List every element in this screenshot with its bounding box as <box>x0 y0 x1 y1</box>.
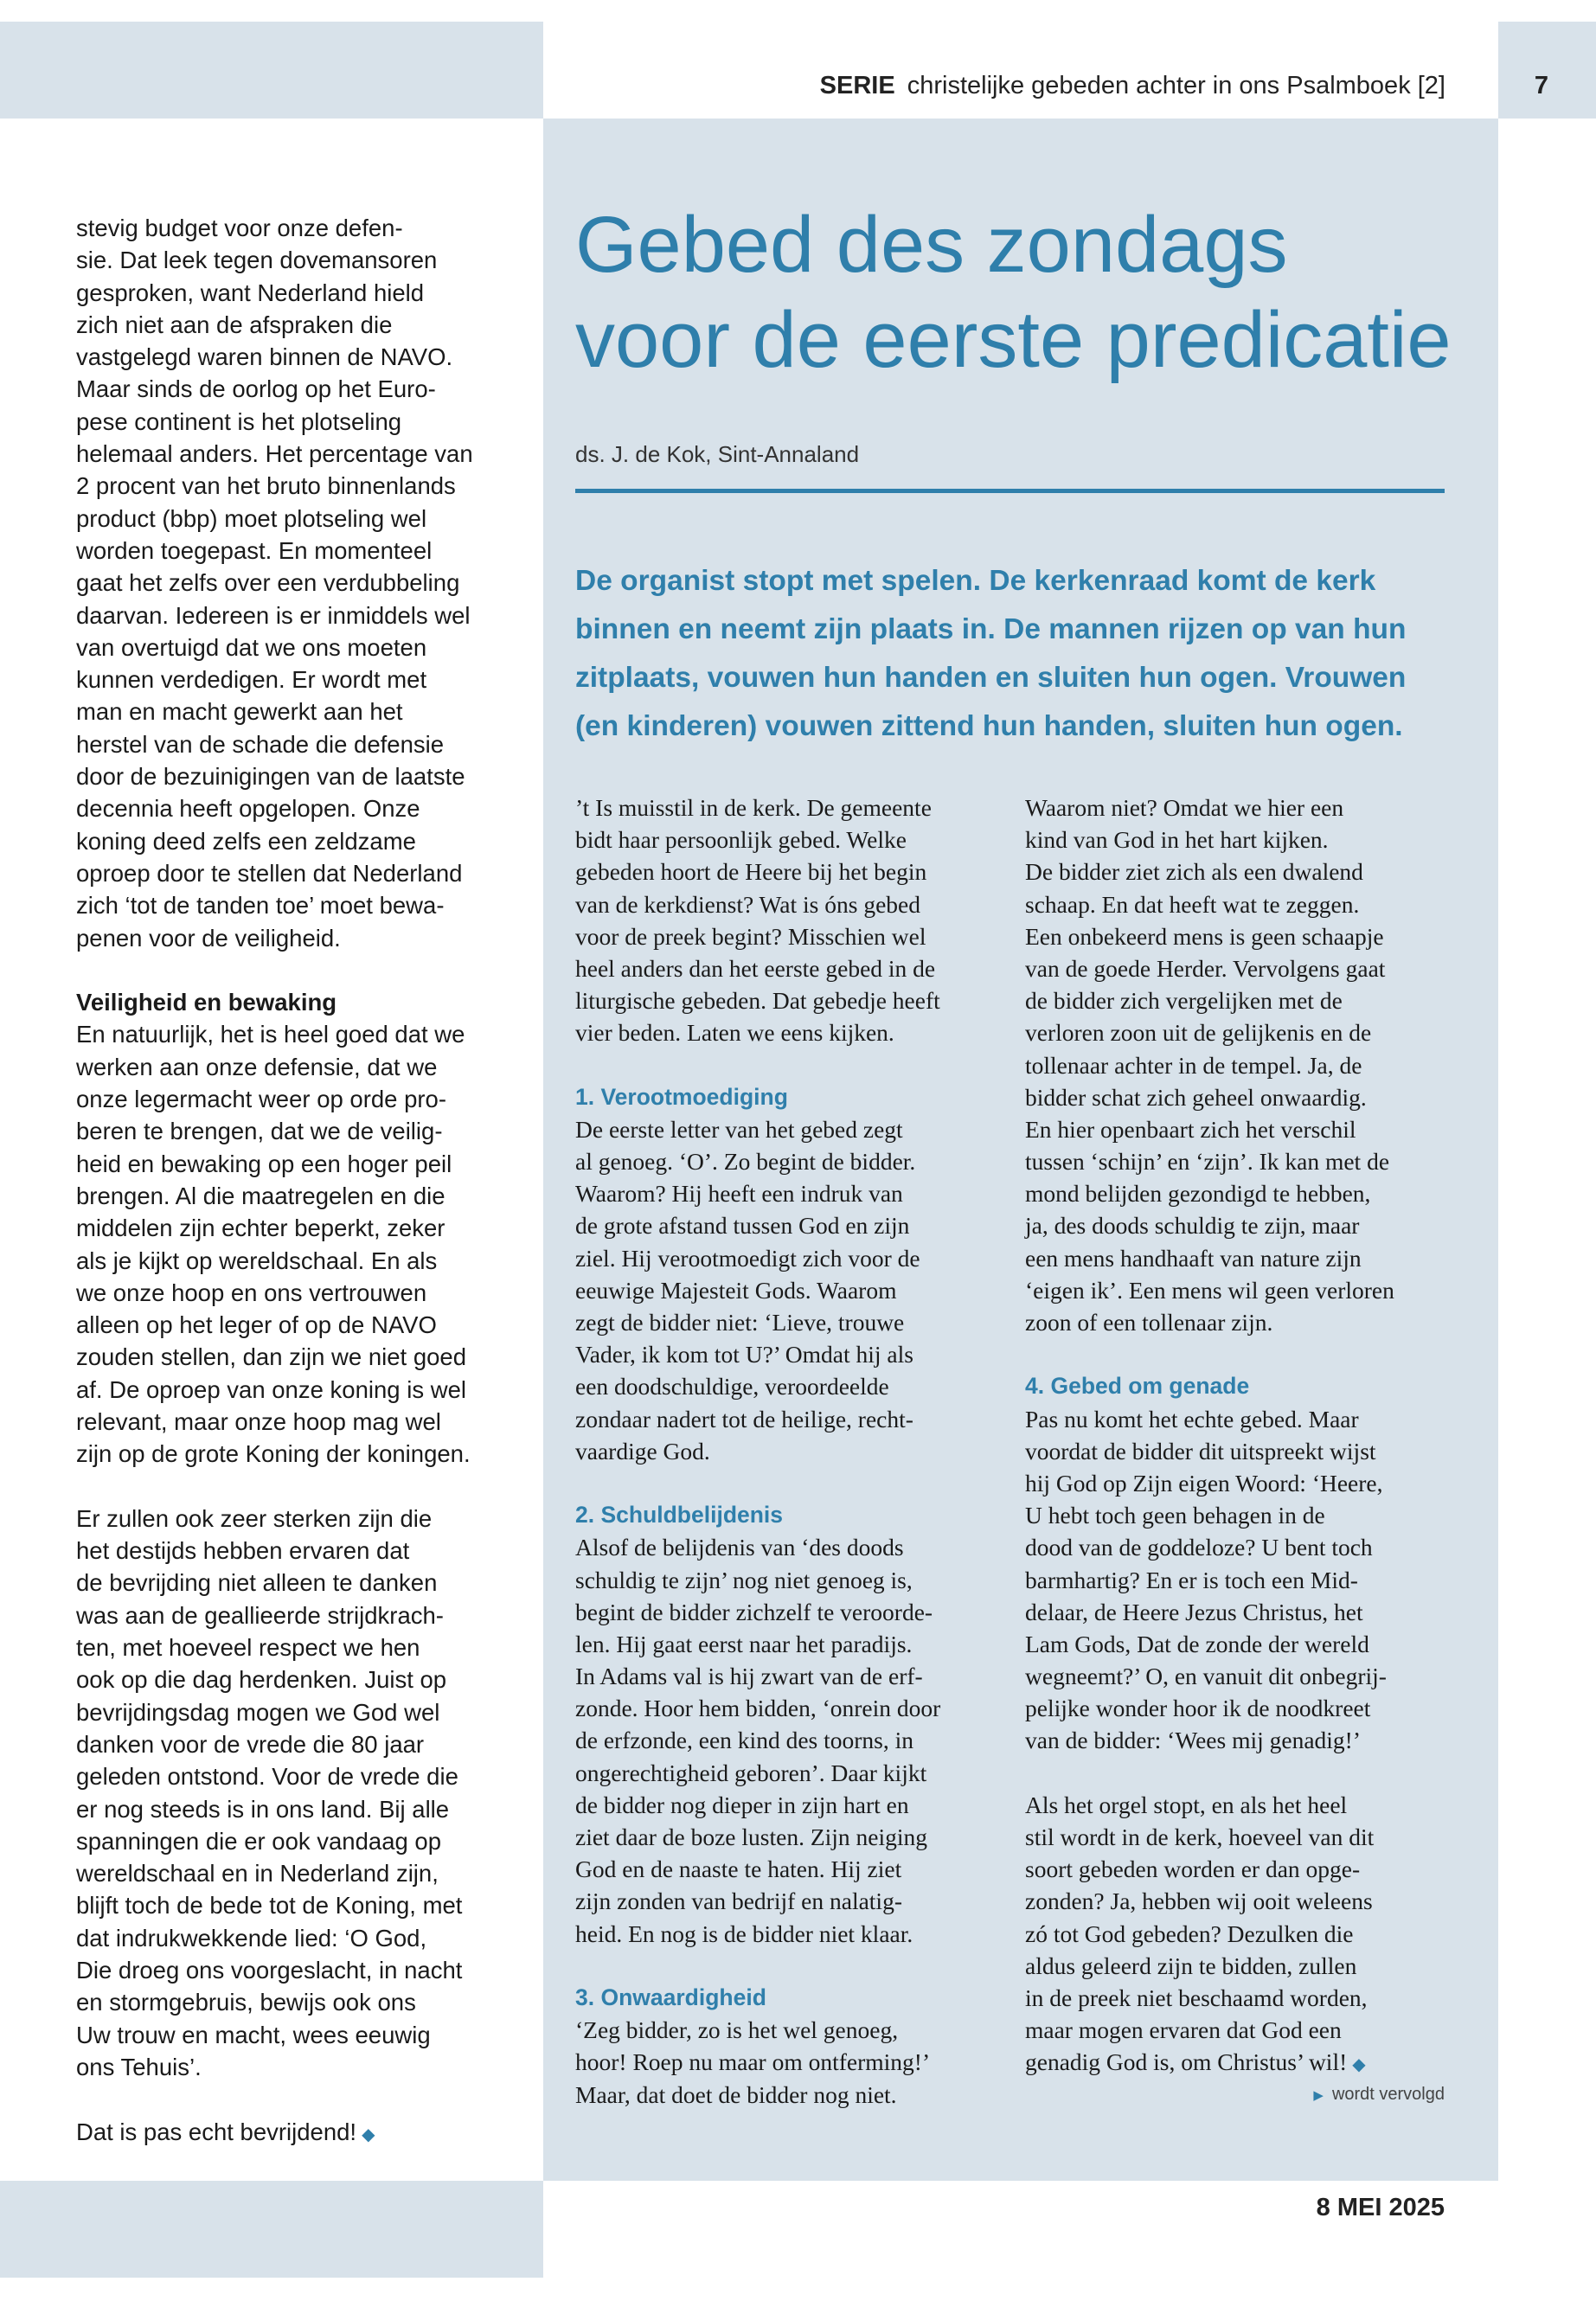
text-line: tussen ‘schijn’ en ‘zijn’. Ik kan met de <box>1025 1148 1390 1176</box>
text-line: En hier openbaart zich het verschil <box>1025 1115 1356 1143</box>
text-line: ja, des doods schuldig te zijn, maar <box>1025 1212 1360 1240</box>
text-line: zondaar nadert tot de heilige, recht- <box>575 1405 913 1433</box>
text-line: geleden ontstond. Voor de vrede die <box>76 1763 458 1791</box>
paragraph-gap <box>1025 1757 1458 1789</box>
text-line: Uw trouw en macht, wees eeuwig <box>76 2021 431 2048</box>
text-line: Die droeg ons voorgeslacht, in nacht <box>76 1957 463 1984</box>
continued-note <box>1211 2085 1445 2105</box>
intro-line: De organist stopt met spelen. De kerkenraad komt de kerk <box>575 565 1376 597</box>
text-line: Dat is pas echt bevrijdend! ◆ <box>76 2118 375 2145</box>
text-line: heid en bewaking op een hoger peil <box>76 1150 452 1177</box>
text-line: beren te brengen, dat we de veilig- <box>76 1118 443 1145</box>
text-line: Er zullen ook zeer sterken zijn die <box>76 1504 433 1532</box>
text-line: sie. Dat leek tegen dovemansoren <box>76 247 438 274</box>
text-line: De eerste letter van het gebed zegt <box>575 1115 903 1143</box>
end-diamond-icon: ◆ <box>1352 2054 1366 2075</box>
paragraph-gap <box>76 954 509 986</box>
text-line: ons Tehuis’. <box>76 2053 202 2080</box>
text-line: was aan de geallieerde strijdkrach- <box>76 1601 444 1629</box>
text-line: als je kijkt op wereldschaal. En als <box>76 1247 438 1274</box>
text-line: pelijke wonder hoor ik de noodkreet <box>1025 1695 1371 1722</box>
text-line: er nog steeds is in ons land. Bij alle <box>76 1795 450 1823</box>
text-line: Alsof de belijdenis van ‘des doods <box>575 1534 904 1561</box>
text-line: we onze hoop en ons vertrouwen <box>76 1279 427 1306</box>
text-line: zijn zonden van bedrijf en nalatig- <box>575 1888 902 1915</box>
article-title <box>575 197 1475 388</box>
text-line: bevrijdingsdag mogen we God wel <box>76 1698 440 1726</box>
text-line: Lam Gods, Dat de zonde der wereld <box>1025 1630 1369 1657</box>
text-line: al genoeg. ‘O’. Zo begint de bidder. <box>575 1148 916 1176</box>
text-line: barmhartig? En er is toch een Mid- <box>1025 1566 1358 1593</box>
text-line: U hebt toch geen behagen in de <box>1025 1502 1325 1529</box>
text-line: penen voor de veiligheid. <box>76 924 341 952</box>
text-line: spanningen die er ook vandaag op <box>76 1827 442 1855</box>
text-line: product (bbp) moet plotseling wel <box>76 504 427 532</box>
text-line: een doodschuldige, veroordeelde <box>575 1373 889 1400</box>
text-line: begint de bidder zichzelf te veroorde- <box>575 1598 933 1625</box>
text-line: ‘Zeg bidder, zo is het wel genoeg, <box>575 2016 899 2044</box>
text-line: verloren zoon uit de gelijkenis en de <box>1025 1019 1372 1047</box>
text-line: stil wordt in de kerk, hoeveel van dit <box>1025 1823 1375 1850</box>
text-line: vier beden. Laten we eens kijken. <box>575 1019 894 1047</box>
header-band-right <box>1498 22 1596 119</box>
text-line: pese continent is het plotseling <box>76 407 402 435</box>
title-line: voor de eerste predicatie <box>575 296 1452 384</box>
intro-line: (en kinderen) vouwen zittend hun handen, sluiten hun ogen. <box>575 710 1403 742</box>
text-line: alleen op het leger of op de NAVO <box>76 1311 437 1339</box>
text-line: liturgische gebeden. Dat gebedje heeft <box>575 987 940 1015</box>
text-line: voor de preek begint? Misschien wel <box>575 922 926 950</box>
text-line: genadig God is, om Christus’ wil! ◆ <box>1025 2048 1366 2076</box>
section-heading: 3. Onwaardigheid <box>575 1984 766 2010</box>
text-line: bidder schat zich geheel onwaardig. <box>1025 1083 1367 1111</box>
text-line: Een onbekeerd mens is geen schaapje <box>1025 922 1384 950</box>
text-line: ‘eigen ik’. Een mens wil geen verloren <box>1025 1276 1394 1304</box>
text-line: een mens handhaaft van nature zijn <box>1025 1244 1362 1272</box>
text-line: ten, met hoeveel respect we hen <box>76 1634 420 1662</box>
text-line: schaap. En dat heeft wat te zeggen. <box>1025 890 1360 918</box>
text-line: decennia heeft opgelopen. Onze <box>76 795 420 823</box>
serie-label: SERIE <box>819 72 895 99</box>
text-line: maar mogen ervaren dat God een <box>1025 2016 1342 2044</box>
section-heading: 2. Schuldbelijdenis <box>575 1502 784 1529</box>
text-line: het destijds hebben ervaren dat <box>76 1537 410 1565</box>
text-line: de erfzonde, een kind des toorns, in <box>575 1727 913 1754</box>
section-heading: Veiligheid en bewaking <box>76 989 337 1016</box>
text-line: gaat het zelfs over een verdubbeling <box>76 569 460 597</box>
paragraph-gap <box>575 1950 1008 1982</box>
text-line: zoon of een tollenaar zijn. <box>1025 1309 1273 1336</box>
text-line: de bidder nog dieper in zijn hart en <box>575 1791 909 1818</box>
text-line: van de goede Herder. Vervolgens gaat <box>1025 954 1386 982</box>
text-line: Maar, dat doet de bidder nog niet. <box>575 2080 897 2108</box>
text-line: Waarom niet? Omdat we hier een <box>1025 794 1344 821</box>
triangle-icon: ▶ <box>1313 2087 1324 2103</box>
paragraph-gap <box>575 1467 1008 1499</box>
text-line: middelen zijn echter beperkt, zeker <box>76 1215 445 1242</box>
text-line: blijft toch de bede tot de Koning, met <box>76 1892 463 1920</box>
section-heading: 4. Gebed om genade <box>1025 1373 1250 1400</box>
text-line: De bidder ziet zich als een dwalend <box>1025 858 1363 886</box>
text-line: schuldig te zijn’ nog niet genoeg is, <box>575 1566 913 1593</box>
text-line: oproep door te stellen dat Nederland <box>76 859 463 887</box>
series-title: christelijke gebeden achter in ons Psalmboek [2] <box>907 72 1445 99</box>
text-line: worden toegepast. En momenteel <box>76 536 433 564</box>
text-line: heid. En nog is de bidder niet klaar. <box>575 1920 913 1947</box>
text-line: daarvan. Iedereen is er inmiddels wel <box>76 601 471 629</box>
text-line: wereldschaal en in Nederland zijn, <box>76 1860 439 1888</box>
text-line: hoor! Roep nu maar om ontferming!’ <box>575 2048 931 2076</box>
text-line: en stormgebruis, bewijs ook ons <box>76 1989 416 2016</box>
text-line: door de bezuinigingen van de laatste <box>76 763 465 791</box>
paragraph-gap <box>76 1471 509 1503</box>
text-line: in de preek niet beschaamd worden, <box>1025 1984 1368 2011</box>
text-line: dood van de goddeloze? U bent toch <box>1025 1534 1373 1561</box>
text-line: gebeden hoort de Heere bij het begin <box>575 858 927 886</box>
paragraph-gap <box>1025 1338 1458 1370</box>
text-line: eeuwige Majesteit Gods. Waarom <box>575 1276 897 1304</box>
text-line: delaar, de Heere Jezus Christus, het <box>1025 1598 1363 1625</box>
footer-band-left <box>0 2181 543 2278</box>
author-byline: ds. J. de Kok, Sint-Annaland <box>575 441 860 467</box>
text-line: zó tot God gebeden? Dezulken die <box>1025 1920 1354 1947</box>
text-line: ongerechtigheid geboren’. Daar kijkt <box>575 1759 927 1786</box>
issue-date: 8 MEI 2025 <box>1316 2194 1445 2221</box>
text-line: helemaal anders. Het percentage van <box>76 440 473 468</box>
text-line: zich niet aan de afspraken die <box>76 311 393 338</box>
text-line: stevig budget voor onze defen- <box>76 215 403 241</box>
text-line: koning deed zelfs een zeldzame <box>76 827 416 855</box>
intro-line: binnen en neemt zijn plaats in. De mannen rijzen op van hun <box>575 613 1407 645</box>
text-line: heel anders dan het eerste gebed in de <box>575 954 936 982</box>
text-line: Pas nu komt het echte gebed. Maar <box>1025 1405 1359 1433</box>
text-line: zich ‘tot de tanden toe’ moet bewa- <box>76 892 445 920</box>
text-line: wegneemt?’ O, en vanuit dit onbegrij- <box>1025 1663 1387 1690</box>
text-line: ziel. Hij verootmoedigt zich voor de <box>575 1244 920 1272</box>
text-line: soort gebeden worden er dan opge- <box>1025 1856 1361 1883</box>
text-line: de grote afstand tussen God en zijn <box>575 1212 910 1240</box>
title-divider <box>575 489 1445 493</box>
text-line: van overtuigd dat we ons moeten <box>76 633 427 661</box>
text-line: af. De oproep van onze koning is wel <box>76 1375 466 1403</box>
continued-label: wordt vervolgd <box>1331 2085 1445 2104</box>
text-line: van de bidder: ‘Wees mij genadig!’ <box>1025 1727 1361 1754</box>
header-band-left <box>0 22 543 119</box>
text-line: vaardige God. <box>575 1437 710 1465</box>
running-header <box>543 72 1445 100</box>
text-line: werken aan onze defensie, dat we <box>76 1053 438 1080</box>
text-line: len. Hij gaat eerst naar het paradijs. <box>575 1630 913 1657</box>
title-line: Gebed des zondags <box>575 201 1288 289</box>
text-line: tollenaar achter in de tempel. Ja, de <box>1025 1051 1362 1079</box>
paragraph-gap <box>76 2083 509 2115</box>
text-line: danken voor de vrede die 80 jaar <box>76 1730 425 1758</box>
text-line: Vader, ik kom tot U?’ Omdat hij als <box>575 1341 913 1368</box>
text-line: 2 procent van het bruto binnenlands <box>76 472 456 500</box>
text-line: zegt de bidder niet: ‘Lieve, trouwe <box>575 1309 905 1336</box>
section-heading: 1. Verootmoediging <box>575 1083 788 1110</box>
text-line: dat indrukwekkende lied: ‘O God, <box>76 1924 427 1952</box>
text-line: hij God op Zijn eigen Woord: ‘Heere, <box>1025 1469 1383 1497</box>
left-column-text <box>76 212 509 2148</box>
text-line: ook op die dag herdenken. Juist op <box>76 1666 447 1694</box>
text-line: En natuurlijk, het is heel goed dat we <box>76 1021 465 1048</box>
text-line: zonde. Hoor hem bidden, ‘onrein door <box>575 1695 941 1722</box>
text-line: gesproken, want Nederland hield <box>76 279 425 306</box>
article-column-1 <box>575 792 1008 2111</box>
text-line: zijn op de grote Koning der koningen. <box>76 1440 471 1468</box>
text-line: onze legermacht weer op orde pro- <box>76 1086 447 1113</box>
text-line: man en macht gewerkt aan het <box>76 698 403 726</box>
text-line: aldus geleerd zijn te bidden, zullen <box>1025 1952 1357 1979</box>
text-line: van de kerkdienst? Wat is óns gebed <box>575 890 920 918</box>
text-line: herstel van de schade die defensie <box>76 730 445 758</box>
text-line: ’t Is muisstil in de kerk. De gemeente <box>575 794 932 821</box>
article-column-2 <box>1025 792 1458 2079</box>
text-line: voordat de bidder dit uitspreekt wijst <box>1025 1437 1376 1465</box>
end-diamond-icon: ◆ <box>362 2123 375 2144</box>
text-line: kind van God in het hart kijken. <box>1025 826 1329 854</box>
paragraph-gap <box>575 1049 1008 1081</box>
page-number: 7 <box>1534 72 1549 99</box>
text-line: Als het orgel stopt, en als het heel <box>1025 1791 1348 1818</box>
text-line: zouden stellen, dan zijn we niet goed <box>76 1343 467 1371</box>
text-line: de bevrijding niet alleen te danken <box>76 1569 438 1597</box>
text-line: In Adams val is hij zwart van de erf- <box>575 1663 923 1690</box>
text-line: vastgelegd waren binnen de NAVO. <box>76 343 453 371</box>
text-line: God en de naaste te haten. Hij ziet <box>575 1856 902 1883</box>
text-line: bidt haar persoonlijk gebed. Welke <box>575 826 907 854</box>
text-line: mond belijden gezondigd te hebben, <box>1025 1180 1371 1208</box>
text-line: ziet daar de boze lusten. Zijn neiging <box>575 1823 928 1850</box>
intro-paragraph <box>575 557 1492 751</box>
text-line: brengen. Al die maatregelen en die <box>76 1182 445 1209</box>
text-line: relevant, maar onze hoop mag wel <box>76 1407 441 1435</box>
text-line: zonden? Ja, hebben wij ooit weleens <box>1025 1888 1373 1915</box>
text-line: kunnen verdedigen. Er wordt met <box>76 666 427 694</box>
text-line: Waarom? Hij heeft een indruk van <box>575 1180 903 1208</box>
intro-line: zitplaats, vouwen hun handen en sluiten hun ogen. Vrouwen <box>575 662 1407 694</box>
text-line: Maar sinds de oorlog op het Euro- <box>76 375 436 403</box>
text-line: de bidder zich vergelijken met de <box>1025 987 1343 1015</box>
